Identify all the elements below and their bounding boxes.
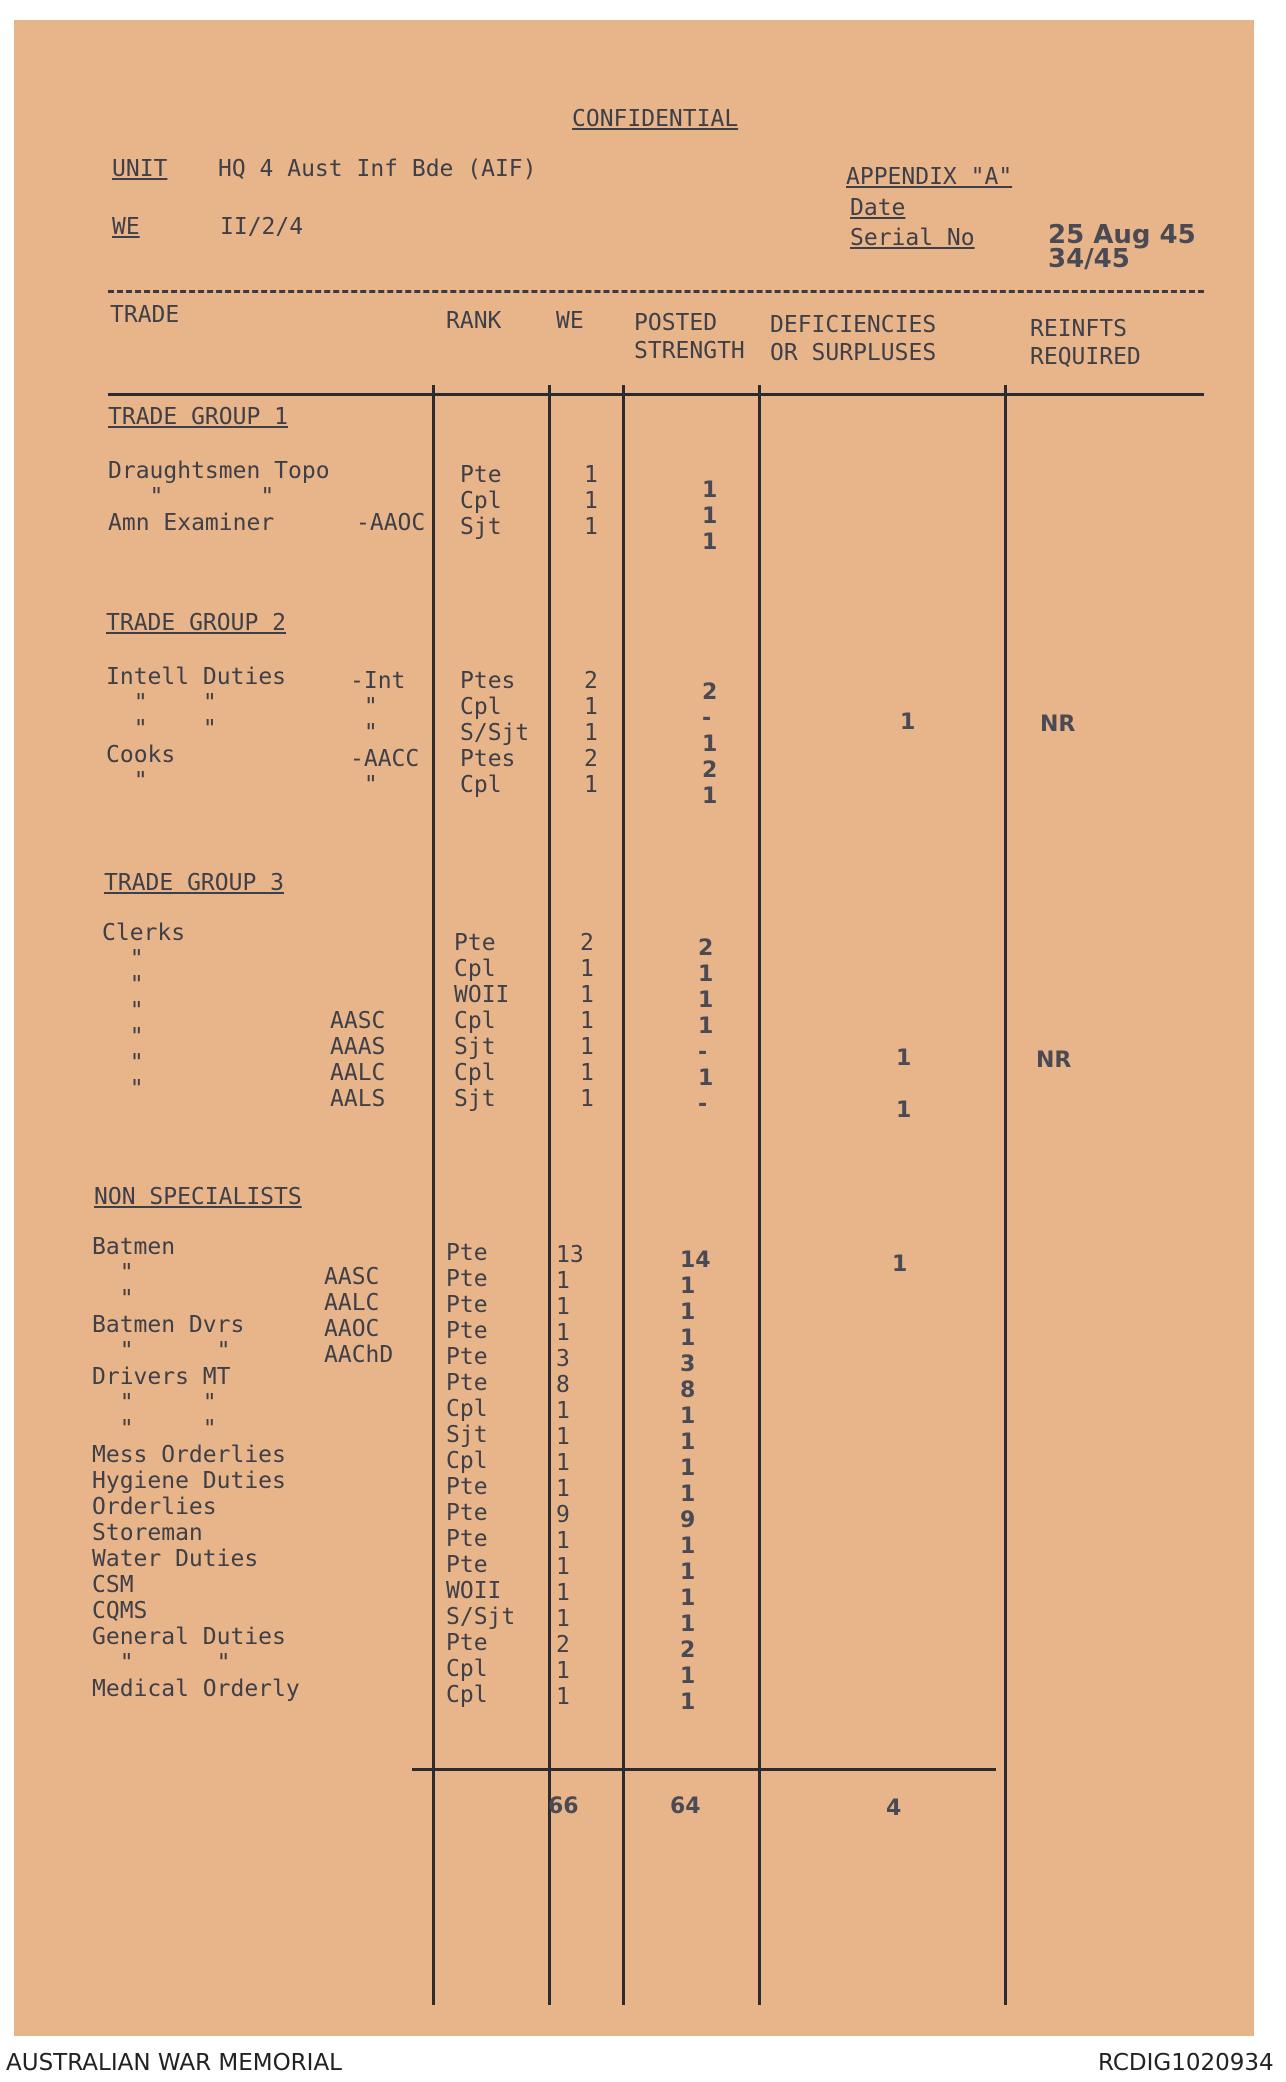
we-cell: 1: [556, 1554, 570, 1580]
posted-cell: -: [698, 1040, 708, 1065]
posted-cell: 1: [680, 1664, 696, 1689]
group3-deficiency-2: 1: [896, 1098, 912, 1123]
we-cell: 1: [556, 1684, 570, 1710]
rank-cell: Ptes: [460, 746, 516, 772]
trade-cell: Orderlies: [92, 1494, 217, 1520]
group1-ranks: [460, 462, 502, 540]
posted-cell: -: [702, 706, 712, 731]
posted-cell: 1: [680, 1274, 696, 1299]
trade-cell: ": [92, 1260, 134, 1286]
we-cell: 1: [580, 1086, 594, 1112]
rank-cell: Cpl: [454, 956, 496, 982]
corps-cell: ": [350, 694, 378, 720]
serial-value: 34/45: [1048, 244, 1130, 274]
posted-cell: 1: [698, 988, 714, 1013]
rank-cell: Pte: [446, 1526, 488, 1552]
rank-cell: Pte: [446, 1344, 488, 1370]
trade-cell: ": [92, 1286, 134, 1312]
rule-trade-rank: [432, 385, 435, 2005]
we-cell: 1: [584, 720, 598, 746]
rank-cell: Pte: [446, 1370, 488, 1396]
corps-cell: [356, 458, 425, 484]
rank-cell: Sjt: [460, 514, 502, 540]
group1-trades: [108, 458, 330, 536]
posted-cell: 1: [702, 530, 718, 555]
group1-corps: [356, 458, 425, 536]
group3-posted: [698, 936, 713, 1118]
trade-cell: Medical Orderly: [92, 1676, 300, 1702]
group2-ranks: [460, 668, 529, 798]
group4-title: NON SPECIALISTS: [94, 1184, 302, 1210]
trade-cell: Water Duties: [92, 1546, 259, 1572]
trade-cell: Draughtsmen Topo: [108, 458, 330, 484]
posted-cell: 1: [680, 1586, 696, 1611]
rule-posted-def: [758, 385, 761, 2005]
trade-cell: " ": [92, 1416, 217, 1442]
rank-cell: WOII: [454, 982, 510, 1008]
we-cell: 1: [580, 1008, 594, 1034]
col-we: WE: [556, 308, 584, 334]
rank-cell: Cpl: [454, 1008, 496, 1034]
corps-cell: -AACC: [350, 746, 420, 772]
posted-cell: 1: [698, 1066, 714, 1091]
trade-cell: Batmen Dvrs: [92, 1312, 245, 1338]
col-posted-2: STRENGTH: [634, 338, 745, 364]
trade-cell: CSM: [92, 1572, 134, 1598]
group3-corps: [330, 930, 385, 1112]
totals-rule: [412, 1768, 996, 1771]
posted-cell: 1: [702, 478, 718, 503]
trade-cell: CQMS: [92, 1598, 148, 1624]
corps-cell: AAOC: [324, 1316, 380, 1342]
we-cell: 1: [584, 462, 598, 488]
corps-cell: [330, 930, 385, 956]
trade-cell: Storeman: [92, 1520, 203, 1546]
group4-deficiency: 1: [892, 1252, 908, 1277]
group2-reinfts: NR: [1040, 712, 1076, 737]
col-rank: RANK: [446, 308, 502, 334]
we-cell: 1: [556, 1320, 570, 1346]
rank-cell: Pte: [446, 1292, 488, 1318]
we-cell: 2: [556, 1632, 570, 1658]
rank-cell: Cpl: [460, 772, 502, 798]
trade-cell: " ": [108, 484, 275, 510]
posted-cell: 8: [680, 1378, 696, 1403]
group2-deficiency: 1: [900, 710, 916, 735]
posted-cell: 14: [680, 1248, 711, 1273]
posted-cell: 2: [702, 758, 718, 783]
corps-cell: [356, 484, 425, 510]
posted-cell: 1: [680, 1534, 696, 1559]
trade-cell: General Duties: [92, 1624, 286, 1650]
trade-cell: " ": [106, 716, 217, 742]
we-cell: 1: [556, 1658, 570, 1684]
classification-heading: CONFIDENTIAL: [572, 106, 739, 132]
we-cell: 1: [580, 956, 594, 982]
we-label: WE: [112, 214, 140, 240]
rank-cell: WOII: [446, 1578, 502, 1604]
col-trade: TRADE: [110, 302, 180, 328]
trade-cell: Hygiene Duties: [92, 1468, 286, 1494]
rank-cell: Pte: [446, 1266, 488, 1292]
trade-cell: ": [102, 946, 144, 972]
corps-cell: [330, 982, 385, 1008]
group3-we: [580, 930, 594, 1112]
posted-cell: 1: [702, 784, 718, 809]
group3-ranks: [454, 930, 509, 1112]
rule-rank-we: [548, 385, 551, 2005]
posted-cell: 1: [680, 1560, 696, 1585]
posted-cell: 2: [680, 1638, 696, 1663]
we-cell: 1: [556, 1580, 570, 1606]
posted-cell: 1: [680, 1482, 696, 1507]
posted-cell: 1: [680, 1300, 696, 1325]
we-cell: 1: [580, 1060, 594, 1086]
we-cell: 1: [556, 1424, 570, 1450]
posted-cell: 1: [680, 1326, 696, 1351]
we-cell: 1: [584, 694, 598, 720]
rank-cell: Pte: [446, 1474, 488, 1500]
rank-cell: Cpl: [446, 1396, 488, 1422]
we-cell: 3: [556, 1346, 570, 1372]
posted-cell: 3: [680, 1352, 696, 1377]
trade-cell: ": [102, 998, 144, 1024]
group4-ranks: [446, 1240, 515, 1708]
we-cell: 9: [556, 1502, 570, 1528]
rank-cell: Cpl: [454, 1060, 496, 1086]
trade-cell: ": [106, 768, 148, 794]
posted-cell: 1: [680, 1690, 696, 1715]
we-cell: 1: [584, 772, 598, 798]
we-cell: 1: [556, 1294, 570, 1320]
rank-cell: Pte: [446, 1318, 488, 1344]
posted-cell: 1: [680, 1404, 696, 1429]
we-cell: 1: [584, 488, 598, 514]
corps-cell: AAChD: [324, 1342, 394, 1368]
group4-trades: [92, 1234, 300, 1702]
rank-cell: Pte: [446, 1552, 488, 1578]
corps-cell: [330, 956, 385, 982]
col-posted-1: POSTED: [634, 310, 718, 336]
we-cell: 1: [556, 1606, 570, 1632]
group3-trades: [102, 920, 185, 1102]
we-cell: 8: [556, 1372, 570, 1398]
archive-name: AUSTRALIAN WAR MEMORIAL: [6, 2050, 342, 2076]
corps-cell: ": [350, 772, 378, 798]
trade-cell: Amn Examiner: [108, 510, 275, 536]
group3-reinfts: NR: [1036, 1048, 1072, 1073]
we-value: II/2/4: [220, 214, 304, 240]
rank-cell: Sjt: [446, 1422, 488, 1448]
group2-we: [584, 668, 598, 798]
we-cell: 1: [556, 1528, 570, 1554]
total-deficiency: 4: [886, 1796, 902, 1821]
we-cell: 1: [556, 1450, 570, 1476]
date-value: 25 Aug 45: [1048, 220, 1196, 250]
col-reinf-1: REINFTS: [1030, 316, 1127, 342]
rank-cell: Cpl: [460, 488, 502, 514]
rank-cell: Cpl: [446, 1656, 488, 1682]
posted-cell: 2: [698, 936, 714, 961]
group3-title: TRADE GROUP 3: [104, 870, 285, 896]
col-def-1: DEFICIENCIES: [770, 312, 937, 338]
rank-cell: Pte: [446, 1500, 488, 1526]
date-label: Date: [850, 195, 906, 221]
corps-cell: -Int: [350, 668, 406, 694]
rule-we-posted: [622, 385, 625, 2005]
header-bottom-rule: [108, 393, 1204, 396]
group2-trades: [106, 664, 286, 794]
rank-cell: Cpl: [446, 1448, 488, 1474]
corps-cell: AALC: [330, 1060, 386, 1086]
group2-posted: [702, 680, 717, 810]
we-cell: 2: [584, 746, 598, 772]
trade-cell: Drivers MT: [92, 1364, 231, 1390]
posted-cell: 9: [680, 1508, 696, 1533]
rank-cell: Pte: [460, 462, 502, 488]
header-top-rule: [108, 290, 1204, 293]
rank-cell: Pte: [454, 930, 496, 956]
corps-cell: AALS: [330, 1086, 386, 1112]
posted-cell: 1: [698, 962, 714, 987]
we-cell: 2: [580, 930, 594, 956]
we-cell: 1: [556, 1398, 570, 1424]
unit-value: HQ 4 Aust Inf Bde (AIF): [218, 156, 537, 182]
we-cell: 1: [580, 982, 594, 1008]
trade-cell: " ": [92, 1390, 217, 1416]
posted-cell: 1: [702, 732, 718, 757]
group1-posted: [702, 478, 717, 556]
corps-cell: AAAS: [330, 1034, 386, 1060]
posted-cell: -: [698, 1092, 708, 1117]
total-we: 66: [548, 1794, 579, 1819]
posted-cell: 1: [702, 504, 718, 529]
we-cell: 2: [584, 668, 598, 694]
serial-label: Serial No: [850, 225, 975, 251]
rank-cell: Cpl: [446, 1682, 488, 1708]
corps-cell: ": [350, 720, 378, 746]
rank-cell: S/Sjt: [446, 1604, 516, 1630]
posted-cell: 1: [698, 1014, 714, 1039]
trade-cell: Clerks: [102, 920, 186, 946]
rank-cell: Cpl: [460, 694, 502, 720]
trade-cell: ": [102, 1050, 144, 1076]
corps-cell: AASC: [330, 1008, 386, 1034]
trade-cell: Intell Duties: [106, 664, 287, 690]
rank-cell: Pte: [446, 1630, 488, 1656]
group1-we: [584, 462, 598, 540]
posted-cell: 1: [680, 1430, 696, 1455]
we-cell: 1: [580, 1034, 594, 1060]
archive-id: RCDIG1020934: [1098, 2050, 1274, 2076]
group2-title: TRADE GROUP 2: [106, 610, 287, 636]
rank-cell: S/Sjt: [460, 720, 530, 746]
col-def-2: OR SURPLUSES: [770, 340, 937, 366]
col-reinf-2: REQUIRED: [1030, 344, 1141, 370]
trade-cell: ": [102, 1024, 144, 1050]
rule-def-reinf: [1004, 385, 1007, 2005]
we-cell: 13: [556, 1242, 584, 1268]
trade-cell: ": [102, 972, 144, 998]
rank-cell: Sjt: [454, 1086, 496, 1112]
rank-cell: Ptes: [460, 668, 516, 694]
rank-cell: Sjt: [454, 1034, 496, 1060]
trade-cell: Batmen: [92, 1234, 176, 1260]
trade-cell: " ": [106, 690, 217, 716]
posted-cell: 2: [702, 680, 718, 705]
group3-deficiency-1: 1: [896, 1046, 912, 1071]
we-cell: 1: [584, 514, 598, 540]
posted-cell: 1: [680, 1456, 696, 1481]
group1-title: TRADE GROUP 1: [108, 404, 289, 430]
trade-cell: Cooks: [106, 742, 176, 768]
trade-cell: " ": [92, 1650, 231, 1676]
total-posted: 64: [670, 1794, 701, 1819]
corps-cell: AALC: [324, 1290, 380, 1316]
unit-label: UNIT: [112, 156, 168, 182]
group4-corps: [324, 1264, 393, 1368]
group2-corps: [350, 668, 419, 798]
trade-cell: " ": [92, 1338, 231, 1364]
trade-cell: Mess Orderlies: [92, 1442, 286, 1468]
we-cell: 1: [556, 1476, 570, 1502]
group4-we: [556, 1242, 584, 1710]
rank-cell: Pte: [446, 1240, 488, 1266]
posted-cell: 1: [680, 1612, 696, 1637]
corps-cell: AASC: [324, 1264, 380, 1290]
appendix-label: APPENDIX "A": [846, 164, 1013, 190]
trade-cell: ": [102, 1076, 144, 1102]
corps-cell: -AAOC: [356, 510, 426, 536]
group4-posted: [680, 1248, 711, 1716]
we-cell: 1: [556, 1268, 570, 1294]
